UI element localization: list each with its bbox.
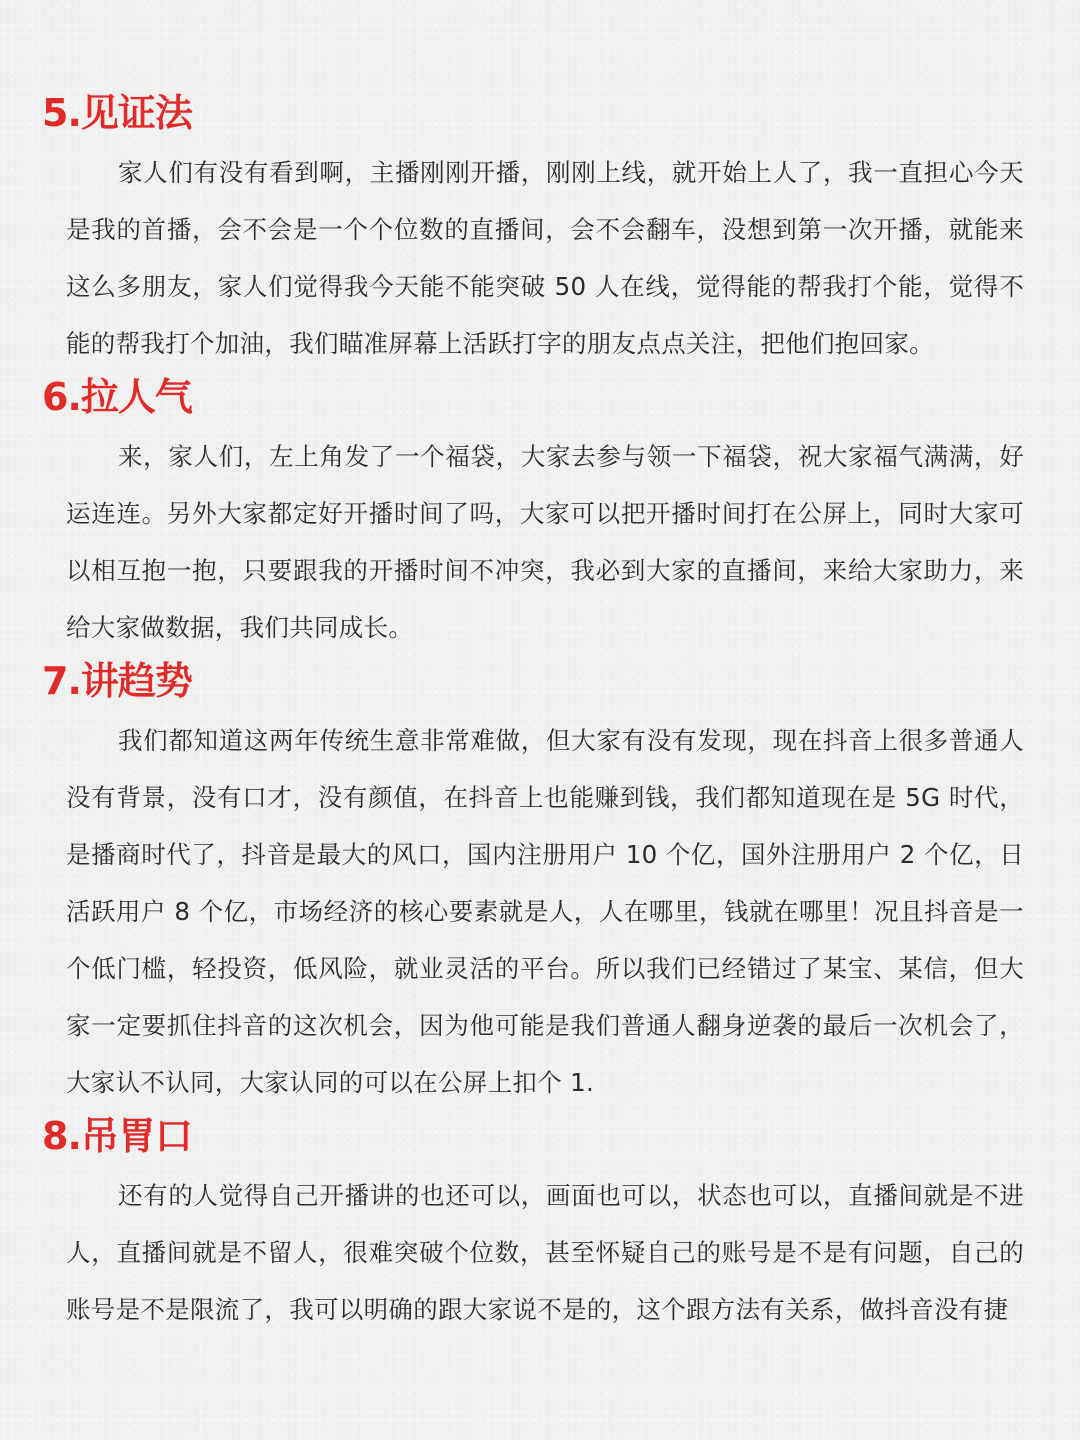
section-build-suspense: [42, 1105, 1024, 1338]
section-talk-trends: [42, 650, 1024, 1111]
section-body: 家人们有没有看到啊，主播刚刚开播，刚刚上线，就开始上人了，我一直担心今天是我的首播，会不会是一个个位数的直播间，会不会翻车，没想到第一次开播，就能来这么多朋友，家人们觉得我今天能不能突破 50 人在线，觉得能的帮我打个能，觉得不能的帮我打个加油，我们瞄准屏幕上活跃打字的朋友点点关注，把他们抱回家。: [66, 158, 1024, 358]
section-body: 还有的人觉得自己开播讲的也还可以，画面也可以，状态也可以，直播间就是不进人，直播间就是不留人，很难突破个位数，甚至怀疑自己的账号是不是有问题，自己的账号是不是限流了，我可以明确的跟大家说不是的，这个跟方法有关系，做抖音没有捷: [66, 1181, 1024, 1324]
section-heading: 6.拉人气: [42, 375, 192, 419]
section-heading: 5.见证法: [42, 91, 192, 135]
section-body: 我们都知道这两年传统生意非常难做，但大家有没有发现，现在抖音上很多普通人没有背景，没有口才，没有颜值，在抖音上也能赚到钱，我们都知道现在是 5G 时代，是播商时代了，抖音是最大的风口，国内注册用户 10 个亿，国外注册用户 2 个亿，日活跃用户 8 个亿，市场经济的核心要素就是人，人在哪里，钱就在哪里！况且抖音是一个低门槛，轻投资，低风险，就业灵活的平台。所以我们已经错过了某宝、某信，但大家一定要抓住抖音的这次机会，因为他可能是我们普通人翻身逆袭的最后一次机会了，大家认不认同，大家认同的可以在公屏上扣个 1.: [66, 726, 1024, 1097]
section-body: 来，家人们，左上角发了一个福袋，大家去参与领一下福袋，祝大家福气满满，好运连连。另外大家都定好开播时间了吗，大家可以把开播时间打在公屏上，同时大家可以相互抱一抱，只要跟我的开播时间不冲突，我必到大家的直播间，来给大家助力，来给大家做数据，我们共同成长。: [66, 442, 1024, 642]
section-heading: 8.吊胃口: [42, 1114, 192, 1158]
section-witness-method: [42, 82, 1024, 372]
section-heading: 7.讲趋势: [42, 659, 192, 703]
section-boost-popularity: [42, 366, 1024, 656]
